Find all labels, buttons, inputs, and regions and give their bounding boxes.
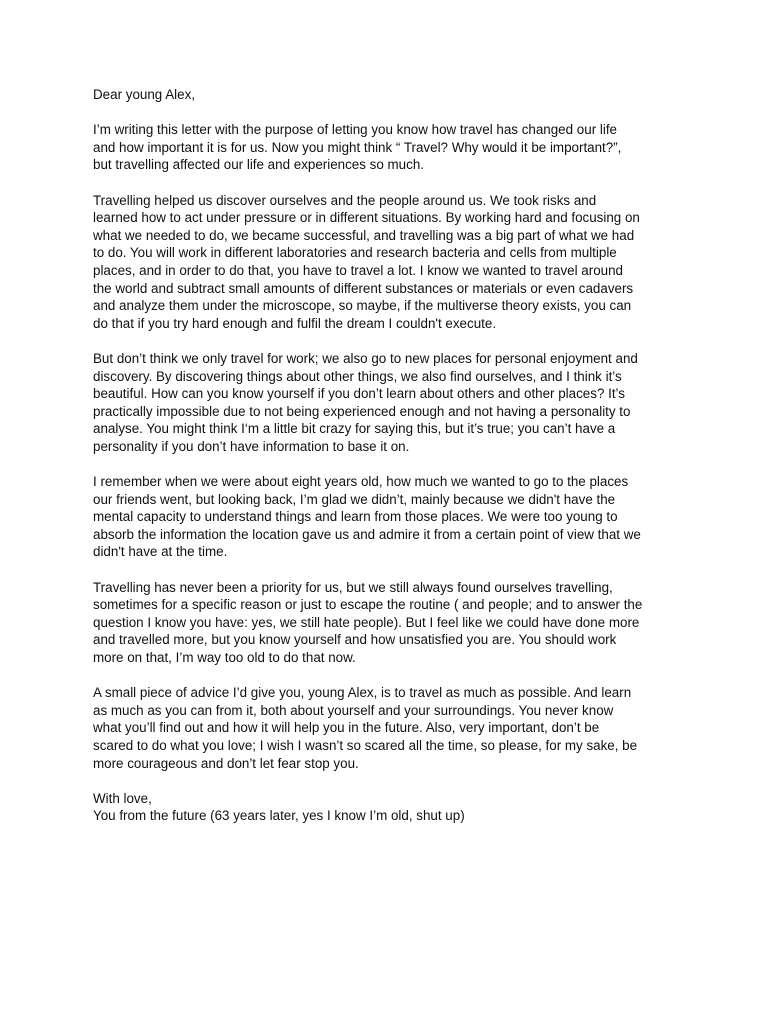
text-line: do that if you try hard enough and fulfil the dream I couldn't execute. xyxy=(93,315,497,331)
text-line: and travelled more, but you know yourself and how unsatisfied you are. You should work xyxy=(93,632,617,648)
text-line: But don’t think we only travel for work; we also go to new places for personal enjoyment and xyxy=(93,350,638,366)
text-line: didn't have at the time. xyxy=(93,544,228,560)
paragraph-6 xyxy=(93,684,678,772)
text-line: to do. You will work in different laboratories and research bacteria and cells from multiple xyxy=(93,245,617,261)
text-line: Travelling has never been a priority for us, but we still always found ourselves travelling, xyxy=(93,579,613,595)
text-line: sometimes for a specific reason or just to escape the routine ( and people; and to answer the xyxy=(93,597,643,613)
text-line: but travelling affected our life and experiences so much. xyxy=(93,157,424,173)
text-line: what we needed to do, we became successful, and travelling was a big part of what we had xyxy=(93,227,635,243)
text-line: learned how to act under pressure or in different situations. By working hard and focusing on xyxy=(93,210,640,226)
signature-line: You from the future (63 years later, yes I know I’m old, shut up) xyxy=(93,808,465,824)
text-line: as much as you can from it, both about yourself and your surroundings. You never know xyxy=(93,702,614,718)
sign-off xyxy=(93,790,678,825)
paragraph-1 xyxy=(93,121,678,174)
text-line: and analyze them under the microscope, so maybe, if the multiverse theory exists, you can xyxy=(93,298,632,314)
text-line: analyse. You might think I‘m a little bit crazy for saying this, but it’s true; you can’t have a xyxy=(93,421,616,437)
text-line: the world and subtract small amounts of different substances or materials or even cadavers xyxy=(93,280,634,296)
greeting xyxy=(93,86,678,104)
text-line: our friends went, but looking back, I’m glad we didn’t, mainly because we didn't have the xyxy=(93,491,616,507)
text-line: and how important it is for us. Now you might think “ Travel? Why would it be important?”, xyxy=(93,139,622,155)
text-line: places, and in order to do that, you have to travel a lot. I know we wanted to travel around xyxy=(93,262,623,278)
paragraph-2 xyxy=(93,192,678,333)
letter-page xyxy=(93,86,678,843)
paragraph-4 xyxy=(93,473,678,561)
paragraph-5 xyxy=(93,579,678,667)
text-line: scared to do what you love; I wish I wasn’t so scared all the time, so please, for my sake, be xyxy=(93,737,638,753)
text-line: I remember when we were about eight years old, how much we wanted to go to the places xyxy=(93,474,629,490)
text-line: discovery. By discovering things about other things, we also find ourselves, and I think it’s xyxy=(93,368,622,384)
text-line: personality if you don’t have information to base it on. xyxy=(93,438,410,454)
text-line: Travelling helped us discover ourselves and the people around us. We took risks and xyxy=(93,192,597,208)
paragraph-3 xyxy=(93,350,678,456)
text-line: I’m writing this letter with the purpose of letting you know how travel has changed our life xyxy=(93,122,617,138)
text-line: beautiful. How can you know yourself if you don’t learn about others and other places? It’s xyxy=(93,386,625,402)
greeting-line: Dear young Alex, xyxy=(93,87,195,102)
text-line: what you’ll find out and how it will help you in the future. Also, very important, don’t be xyxy=(93,720,600,736)
text-line: more on that, I’m way too old to do that now. xyxy=(93,650,356,665)
text-line: more courageous and don’t let fear stop you. xyxy=(93,755,359,771)
closing-line: With love, xyxy=(93,790,152,806)
text-line: practically impossible due to not being experienced enough and not having a personality to xyxy=(93,403,631,419)
text-line: question I know you have: yes, we still hate people). But I feel like we could have done more xyxy=(93,614,640,630)
text-line: mental capacity to understand things and learn from those places. We were too young to xyxy=(93,509,618,525)
text-line: A small piece of advice I’d give you, young Alex, is to travel as much as possible. And learn xyxy=(93,685,632,701)
text-line: absorb the information the location gave us and admire it from a certain point of view that we xyxy=(93,526,641,542)
